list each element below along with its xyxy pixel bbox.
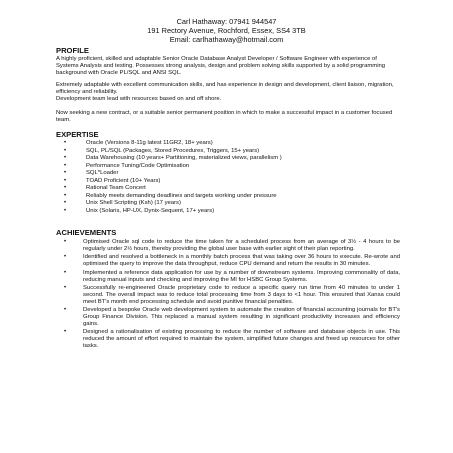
expertise-item: • Oracle (Versions 8-11g latest 11GR2, 18+ years) bbox=[56, 140, 400, 148]
name-phone: Carl Hathaway: 07941 944547 bbox=[176, 17, 277, 26]
expertise-item: • Performance Tuning/Code Optimisation bbox=[56, 163, 400, 171]
expertise-heading: EXPERTISE bbox=[56, 130, 99, 139]
expertise-item: • Rational Team Concert bbox=[56, 185, 400, 193]
achievement-item: • Identified and resolved a bottleneck in a monthly batch process that was taking over 36 hours to execute. Re-wrote and optimised the query to improve the data throughput, reduce CPU demand and return the results in 30 minutes. bbox=[56, 254, 400, 268]
expertise-item: • TOAD Proficient (10+ Years) bbox=[56, 178, 400, 186]
email: Email: carlhathaway@hotmail.com bbox=[169, 35, 284, 44]
expertise-list bbox=[56, 140, 400, 215]
profile-para-2: Extremely adaptable with excellent communication skills, and has experience in design and development, client liaison, migration, efficiency and reliability. bbox=[56, 82, 394, 95]
profile-heading: PROFILE bbox=[56, 46, 89, 55]
expertise-item: • Reliably meets demanding deadlines and targets working under pressure bbox=[56, 193, 400, 201]
contact-header bbox=[0, 17, 453, 44]
achievements-list bbox=[56, 239, 400, 352]
achievements-heading: ACHIEVEMENTS bbox=[56, 228, 117, 237]
achievement-item: • Designed a rationalisation of existing processing to reduce the number of software and database objects in use. This reduced the amount of effort required to maintain the system, simplified future changes and freed up resources for other tasks. bbox=[56, 329, 400, 350]
address: 191 Rectory Avenue, Rochford, Essex, SS4 3TB bbox=[147, 26, 306, 35]
profile-para-1: A highly proficient, skilled and adaptable Senior Oracle Database Analyst Developer / Software Engineer with experience of Systems Analysis and testing. Possesses strong analysis, design and problem solving skills supported by a solid programming background with Oracle PL/SQL and ANSI SQL. bbox=[56, 56, 386, 76]
achievement-item: • Optimised Oracle sql code to reduce the time taken for a scheduled process from an average of 3½ - 4 hours to be regularly under 2½ hours, thereby providing the global user base with earlier sight of their plan reporting. bbox=[56, 239, 400, 253]
profile-para-3: Development team lead with resources based on and off shore. bbox=[56, 96, 222, 102]
profile-para-4: Now seeking a new contract, or a suitable senior permanent position in which to make a successful impact in a customer focused team. bbox=[56, 110, 393, 123]
achievement-item: • Implemented a reference data application for use by a number of downstream systems. Improving commonality of data, reducing manual inputs and checking and improving the MI for HSBC Group Systems. bbox=[56, 270, 400, 284]
expertise-item: • Data Warehousing (10 years+ Partitioning, materialized views, parallelism ) bbox=[56, 155, 400, 163]
expertise-item: • SQL*Loader bbox=[56, 170, 400, 178]
achievement-item: • Successfully re-engineered Oracle proprietary code to reduce a specific query run time from 40 minutes to under 1 second. The overall impact was to reduce total processing time from 3 days to <1 hour. This ensured that Xansa could meet BT's month end processing schedule and avoid punitive financial penalties. bbox=[56, 285, 400, 306]
expertise-item: • SQL, PL/SQL (Packages, Stored Procedures, Triggers, 15+ years) bbox=[56, 148, 400, 156]
expertise-item: • Unix Shell Scripting (Ksh) (17 years) bbox=[56, 200, 400, 208]
achievement-item: • Developed a bespoke Oracle web development system to automate the creation of financial accounting journals for BT's Group Finance Division. This replaced a manual system resulting in significant productivity increases and efficiency gains. bbox=[56, 307, 400, 328]
expertise-item: • Unix (Solaris, HP-UX, Dynix-Sequent, 17+ years) bbox=[56, 208, 400, 216]
